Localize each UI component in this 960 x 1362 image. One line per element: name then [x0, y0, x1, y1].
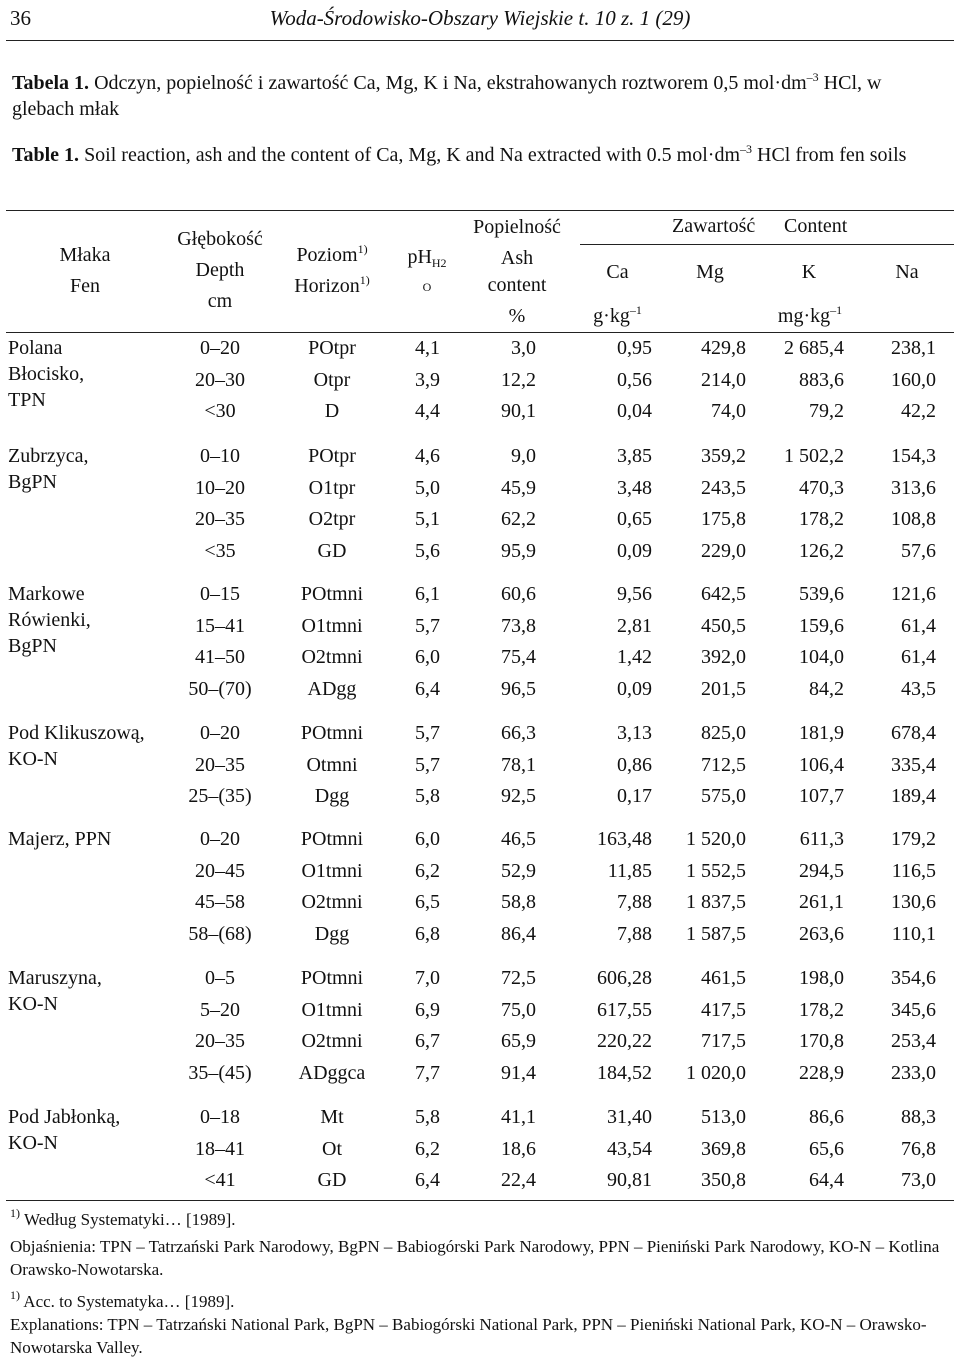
cell-mg: 825,0 — [701, 722, 746, 744]
header-na: Na — [895, 261, 919, 283]
table-caption-en — [12, 142, 948, 168]
cell-horizon: O2tpr — [308, 508, 356, 530]
cell-na: 160,0 — [891, 368, 936, 391]
cell-ph: 7,0 — [415, 967, 440, 989]
header-horizon-sup: 1) — [357, 242, 368, 256]
cell-ph: 6,4 — [415, 677, 440, 700]
cell-k: 170,8 — [799, 1030, 844, 1052]
journal-title: Woda-Środowisko-Obszary Wiejskie t. 10 z. 1 (29) — [269, 6, 691, 30]
caption-label-pl: Tabela 1. — [12, 72, 90, 94]
caption-label-en: Table 1. — [12, 144, 80, 166]
cell-ash: 75,0 — [501, 998, 536, 1021]
cell-ph: 5,6 — [415, 539, 440, 562]
cell-depth: 15–41 — [195, 614, 245, 637]
caption-text-en: Soil reaction, ash and the content of Ca, Mg, K and Na extracted with 0.5 mol·dm — [79, 144, 741, 166]
cell-ph: 7,7 — [415, 1061, 440, 1084]
cell-ca: 43,54 — [607, 1137, 652, 1160]
cell-na: 179,2 — [891, 828, 936, 850]
cell-na: 76,8 — [901, 1137, 936, 1160]
header-horizon — [272, 240, 392, 302]
cell-ash: 91,4 — [501, 1061, 536, 1084]
cell-depth: 0–20 — [200, 828, 240, 850]
header-horizon-sup: 1) — [359, 273, 370, 287]
cell-na: 345,6 — [891, 998, 936, 1021]
cell-depth: 25–(35) — [188, 785, 252, 807]
cell-ash: 62,2 — [501, 508, 536, 530]
cell-depth: 18–41 — [195, 1137, 245, 1160]
header-depth — [160, 224, 280, 317]
unit-g-text: g·kg — [593, 305, 630, 327]
cell-mg: 369,8 — [701, 1137, 746, 1160]
header-depth-unit: cm — [207, 290, 233, 312]
cell-ph: 6,1 — [415, 583, 440, 605]
cell-k: 65,6 — [809, 1137, 844, 1160]
cell-ph: 4,4 — [415, 400, 440, 422]
cell-ash: 78,1 — [501, 753, 536, 776]
cell-k: 126,2 — [799, 539, 844, 562]
cell-ph: 3,9 — [415, 368, 440, 391]
cell-ash: 46,5 — [501, 828, 536, 850]
cell-ca: 0,65 — [617, 508, 652, 530]
cell-na: 121,6 — [891, 583, 936, 605]
unit-sup: –1 — [629, 303, 642, 317]
cell-na: 354,6 — [891, 967, 936, 989]
header-content-en: Content — [784, 215, 848, 237]
cell-k: 178,2 — [799, 508, 844, 530]
cell-horizon: POtmni — [300, 828, 364, 850]
header-unit-mg — [660, 305, 960, 328]
cell-horizon: ADggca — [298, 1061, 366, 1084]
cell-k: 611,3 — [799, 828, 844, 850]
cell-k: 178,2 — [799, 998, 844, 1021]
cell-ash: 73,8 — [501, 614, 536, 637]
cell-k: 159,6 — [799, 614, 844, 637]
header-ash — [458, 212, 576, 301]
cell-ph: 6,0 — [415, 646, 440, 668]
header-ca: Ca — [606, 261, 629, 283]
caption-text-en-end: HCl from fen soils — [752, 144, 907, 166]
cell-mg: 450,5 — [701, 614, 746, 637]
cell-mg: 1 587,5 — [686, 922, 746, 945]
header-horizon-en — [272, 271, 392, 302]
cell-mg: 229,0 — [701, 539, 746, 562]
cell-ca: 0,56 — [617, 368, 652, 391]
site-name: KO-N — [8, 748, 58, 770]
footnote-marker: 1) — [10, 1288, 20, 1302]
cell-depth: <30 — [204, 400, 236, 422]
cell-depth: 0–10 — [200, 445, 240, 467]
cell-ash: 65,9 — [501, 1030, 536, 1052]
site-name: Pod Klikuszową, — [8, 722, 145, 744]
cell-horizon: O2tmni — [301, 1030, 363, 1052]
cell-k: 86,6 — [809, 1106, 844, 1128]
header-ph-sub: H2 — [431, 256, 447, 270]
cell-ph: 4,1 — [415, 337, 440, 359]
cell-horizon: GD — [317, 539, 347, 562]
cell-horizon: O1tmni — [301, 859, 363, 882]
cell-depth: 0–20 — [200, 337, 240, 359]
cell-ash: 86,4 — [501, 922, 536, 945]
footnote-en — [10, 1290, 950, 1313]
header-horizon-pl-text: Poziom — [296, 244, 358, 266]
cell-depth: 0–15 — [200, 583, 240, 605]
footnote-text-en: Acc. to Systematyka… [1989]. — [20, 1292, 235, 1311]
cell-k: 79,2 — [809, 400, 844, 422]
cell-horizon: POtmni — [300, 722, 364, 744]
cell-na: 253,4 — [891, 1030, 936, 1052]
unit-mg-text: mg·kg — [777, 305, 831, 327]
cell-k: 84,2 — [809, 677, 844, 700]
cell-na: 238,1 — [891, 337, 936, 359]
site-name: Pod Jabłonką, — [8, 1106, 121, 1128]
cell-horizon: Dgg — [314, 922, 350, 945]
cell-ash: 66,3 — [501, 722, 536, 744]
cell-ash: 92,5 — [501, 785, 536, 807]
cell-ph: 5,7 — [415, 753, 440, 776]
cell-k: 104,0 — [799, 646, 844, 668]
cell-depth: 45–58 — [195, 891, 245, 913]
site-name: Zubrzyca, — [8, 445, 89, 467]
cell-depth: <35 — [204, 539, 236, 562]
header-mg: Mg — [696, 261, 724, 283]
cell-ash: 95,9 — [501, 539, 536, 562]
cell-horizon: O1tpr — [308, 476, 356, 499]
cell-ph: 5,7 — [415, 722, 440, 744]
cell-mg: 214,0 — [701, 368, 746, 391]
site-name: Błocisko, — [8, 363, 85, 385]
cell-mg: 359,2 — [701, 445, 746, 467]
cell-ph: 5,1 — [415, 508, 440, 530]
cell-k: 470,3 — [799, 476, 844, 499]
cell-ca: 9,56 — [617, 583, 652, 605]
cell-na: 108,8 — [891, 508, 936, 530]
header-content-pl: Zawartość — [672, 215, 756, 237]
cell-na: 61,4 — [901, 646, 936, 668]
site-name: KO-N — [8, 1132, 58, 1154]
cell-ca: 90,81 — [607, 1169, 652, 1191]
cell-na: 57,6 — [901, 539, 936, 562]
cell-na: 88,3 — [901, 1106, 936, 1128]
cell-mg: 392,0 — [701, 646, 746, 668]
cell-mg: 201,5 — [701, 677, 746, 700]
cell-mg: 1 552,5 — [686, 859, 746, 882]
cell-ca: 31,40 — [607, 1106, 652, 1128]
cell-ca: 3,48 — [617, 476, 652, 499]
cell-mg: 513,0 — [701, 1106, 746, 1128]
cell-ash: 52,9 — [501, 859, 536, 882]
cell-ca: 0,09 — [617, 539, 652, 562]
cell-k: 228,9 — [799, 1061, 844, 1084]
cell-ca: 11,85 — [607, 859, 652, 882]
cell-horizon: Otpr — [313, 368, 351, 391]
cell-mg: 243,5 — [701, 476, 746, 499]
header-ash-unit: % — [508, 305, 526, 327]
cell-mg: 74,0 — [711, 400, 746, 422]
cell-na: 73,0 — [901, 1169, 936, 1191]
header-horizon-en-text: Horizon — [294, 275, 360, 297]
header-depth-en: Depth — [195, 259, 245, 281]
cell-ph: 6,8 — [415, 922, 440, 945]
cell-k: 181,9 — [799, 722, 844, 744]
content-span-rule — [580, 244, 954, 245]
cell-horizon: Ot — [322, 1137, 342, 1160]
cell-ca: 163,48 — [597, 828, 652, 850]
cell-ca: 7,88 — [617, 922, 652, 945]
explanations-pl: Objaśnienia: TPN – Tatrzański Park Narodowy, BgPN – Babiogórski Park Narodowy, PPN – Pieniński Park Narodowy, KO-N – Kotlina Orawsko-Nowotarska. — [10, 1237, 940, 1279]
cell-ash: 75,4 — [501, 646, 536, 668]
cell-ph: 6,2 — [415, 859, 440, 882]
cell-ash: 12,2 — [501, 368, 536, 391]
cell-depth: 41–50 — [195, 646, 245, 668]
cell-mg: 642,5 — [701, 583, 746, 605]
page-number: 36 — [10, 6, 31, 30]
cell-ca: 0,95 — [617, 337, 652, 359]
cell-ph: 6,9 — [415, 998, 440, 1021]
header-fen-pl: Młaka — [59, 244, 111, 266]
table-bottom-rule — [6, 1200, 954, 1201]
caption-text-pl: Odczyn, popielność i zawartość Ca, Mg, K i Na, ekstrahowanych roztworem 0,5 mol·dm — [89, 72, 807, 94]
cell-depth: 20–35 — [195, 753, 245, 776]
cell-ca: 3,13 — [617, 722, 652, 744]
header-ash-pl: Popielność — [473, 216, 561, 238]
cell-ca: 0,86 — [617, 753, 652, 776]
header-bottom-rule — [6, 332, 954, 333]
cell-ca: 2,81 — [617, 614, 652, 637]
cell-mg: 175,8 — [701, 508, 746, 530]
cell-mg: 417,5 — [701, 998, 746, 1021]
cell-horizon: GD — [317, 1169, 347, 1191]
header-depth-pl: Głębokość — [177, 228, 263, 250]
cell-ca: 0,17 — [617, 785, 652, 807]
cell-ph: 6,5 — [415, 891, 440, 913]
cell-depth: 0–20 — [200, 722, 240, 744]
cell-na: 130,6 — [891, 891, 936, 913]
cell-ph: 5,0 — [415, 476, 440, 499]
footnote-pl — [10, 1208, 950, 1231]
cell-ph: 5,8 — [415, 785, 440, 807]
cell-na: 154,3 — [891, 445, 936, 467]
cell-mg: 1 837,5 — [686, 891, 746, 913]
cell-ash: 9,0 — [511, 445, 536, 467]
cell-ash: 41,1 — [501, 1106, 536, 1128]
site-name: Rówienki, — [8, 609, 91, 631]
cell-ca: 606,28 — [597, 967, 652, 989]
cell-depth: 20–35 — [195, 508, 245, 530]
explanations-en: Explanations: TPN – Tatrzański National Park, BgPN – Babiogórski National Park, PPN – Pieniński National Park, KO-N – Orawsko-Nowotarska Valley. — [10, 1315, 927, 1357]
cell-na: 189,4 — [891, 785, 936, 807]
cell-ph: 4,6 — [415, 445, 440, 467]
cell-mg: 1 020,0 — [686, 1061, 746, 1084]
cell-horizon: Dgg — [314, 785, 350, 807]
cell-horizon: POtpr — [308, 337, 356, 359]
site-name: KO-N — [8, 993, 58, 1015]
header-fen — [0, 240, 170, 302]
cell-k: 2 685,4 — [784, 337, 844, 359]
cell-k: 64,4 — [809, 1169, 844, 1191]
cell-horizon: ADgg — [307, 677, 357, 700]
cell-depth: 0–5 — [205, 967, 235, 989]
cell-ca: 3,85 — [617, 445, 652, 467]
cell-na: 61,4 — [901, 614, 936, 637]
cell-ca: 0,09 — [617, 677, 652, 700]
cell-k: 1 502,2 — [784, 445, 844, 467]
cell-depth: 35–(45) — [188, 1061, 252, 1084]
cell-ca: 617,55 — [597, 998, 652, 1021]
cell-na: 43,5 — [901, 677, 936, 700]
cell-horizon: O2tmni — [301, 891, 363, 913]
site-name: Markowe — [8, 583, 85, 605]
header-unit-g — [580, 305, 655, 328]
cell-mg: 1 520,0 — [686, 828, 746, 850]
caption-text-pl-end: HCl, w glebach młak — [12, 72, 882, 120]
cell-na: 313,6 — [891, 476, 936, 499]
cell-na: 678,4 — [891, 722, 936, 744]
unit-sup: –1 — [830, 303, 843, 317]
caption-exponent: –3 — [806, 70, 819, 84]
footnote-text-pl: Według Systematyki… [1989]. — [20, 1210, 236, 1229]
cell-k: 539,6 — [799, 583, 844, 605]
site-name: Polana — [8, 337, 63, 359]
running-header — [6, 0, 954, 41]
header-k: K — [801, 261, 817, 283]
cell-horizon: POtmni — [300, 583, 364, 605]
cell-k: 107,7 — [799, 785, 844, 807]
cell-ca: 220,22 — [597, 1030, 652, 1052]
footnote-marker: 1) — [10, 1206, 20, 1220]
cell-k: 106,4 — [799, 753, 844, 776]
cell-na: 233,0 — [891, 1061, 936, 1084]
cell-depth: 10–20 — [195, 476, 245, 499]
site-name: BgPN — [8, 635, 57, 657]
cell-horizon: Otmni — [306, 753, 358, 776]
caption-exponent: –3 — [740, 142, 753, 156]
cell-horizon: D — [324, 400, 340, 422]
cell-ph: 6,4 — [415, 1169, 440, 1191]
cell-depth: 50–(70) — [188, 677, 252, 700]
cell-k: 883,6 — [799, 368, 844, 391]
cell-horizon: O2tmni — [301, 646, 363, 668]
site-name: BgPN — [8, 471, 57, 493]
cell-k: 198,0 — [799, 967, 844, 989]
cell-depth: 20–45 — [195, 859, 245, 882]
cell-na: 110,1 — [891, 922, 936, 945]
site-name: TPN — [8, 389, 46, 411]
cell-depth: <41 — [204, 1169, 236, 1191]
site-name: Maruszyna, — [8, 967, 102, 989]
cell-ph: 6,2 — [415, 1137, 440, 1160]
cell-ca: 1,42 — [617, 646, 652, 668]
cell-depth: 20–35 — [195, 1030, 245, 1052]
cell-k: 261,1 — [799, 891, 844, 913]
cell-ph: 6,0 — [415, 828, 440, 850]
cell-k: 294,5 — [799, 859, 844, 882]
cell-ash: 45,9 — [501, 476, 536, 499]
cell-depth: 58–(68) — [188, 922, 252, 945]
cell-ash: 3,0 — [511, 337, 536, 359]
cell-horizon: O1tmni — [301, 614, 363, 637]
header-fen-en: Fen — [70, 275, 100, 297]
cell-na: 116,5 — [891, 859, 936, 882]
cell-k: 263,6 — [799, 922, 844, 945]
table-caption-pl — [12, 70, 948, 122]
cell-ph: 5,8 — [415, 1106, 440, 1128]
cell-horizon: Mt — [320, 1106, 344, 1128]
table-top-rule — [6, 210, 954, 211]
cell-ph: 6,7 — [415, 1030, 440, 1052]
cell-ash: 18,6 — [501, 1137, 536, 1160]
cell-mg: 350,8 — [701, 1169, 746, 1191]
site-name: Majerz, PPN — [8, 828, 112, 850]
header-ash-en2: content — [487, 274, 547, 296]
cell-depth: 5–20 — [200, 998, 240, 1021]
header-ph-text: pH — [407, 246, 432, 268]
cell-ash: 90,1 — [501, 400, 536, 422]
header-ph — [392, 246, 462, 269]
cell-ca: 0,04 — [617, 400, 652, 422]
cell-mg: 461,5 — [701, 967, 746, 989]
cell-ash: 72,5 — [501, 967, 536, 989]
header-ph-sub2: O — [422, 280, 432, 294]
cell-ash: 22,4 — [501, 1169, 536, 1191]
cell-horizon: POtpr — [308, 445, 356, 467]
cell-ph: 5,7 — [415, 614, 440, 637]
cell-horizon: O1tmni — [301, 998, 363, 1021]
cell-ash: 60,6 — [501, 583, 536, 605]
header-horizon-pl — [272, 240, 392, 271]
cell-mg: 575,0 — [701, 785, 746, 807]
cell-ash: 96,5 — [501, 677, 536, 700]
header-ash-en1: Ash — [500, 247, 534, 269]
cell-ash: 58,8 — [501, 891, 536, 913]
cell-ca: 184,52 — [597, 1061, 652, 1084]
cell-depth: 20–30 — [195, 368, 245, 391]
cell-na: 42,2 — [901, 400, 936, 422]
cell-ca: 7,88 — [617, 891, 652, 913]
cell-mg: 429,8 — [701, 337, 746, 359]
cell-horizon: POtmni — [300, 967, 364, 989]
cell-mg: 717,5 — [701, 1030, 746, 1052]
cell-depth: 0–18 — [200, 1106, 240, 1128]
cell-na: 335,4 — [891, 753, 936, 776]
cell-mg: 712,5 — [701, 753, 746, 776]
